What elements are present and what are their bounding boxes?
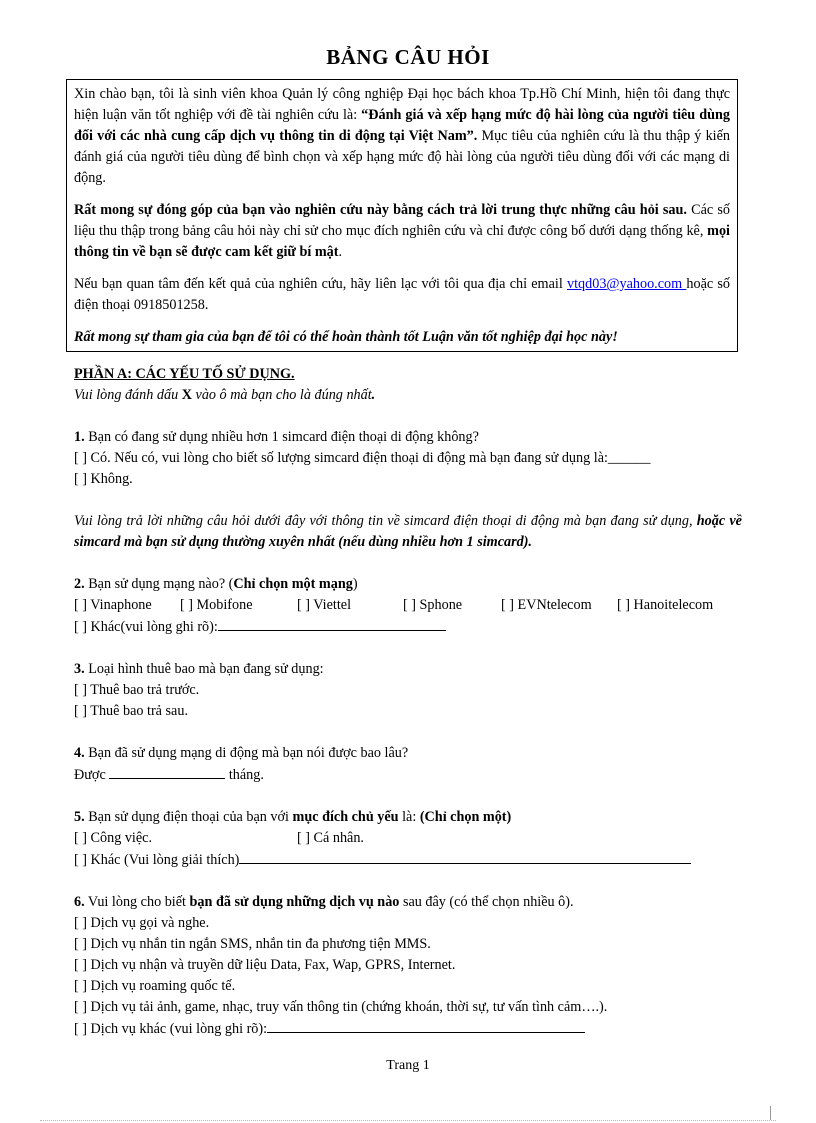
answer-prefix: Được	[74, 767, 110, 783]
option-mobifone[interactable]: [ ] Mobifone	[180, 597, 253, 613]
option-vinaphone[interactable]: [ ] Vinaphone	[74, 597, 152, 613]
question-label: Loại hình thuê bao mà bạn đang sử dụng:	[84, 661, 324, 677]
question-3-text	[74, 659, 742, 680]
intro-text: Mục tiêu của nghiên cứu là thu thập ý kiến đánh giá của người tiêu dùng để bình chọn và xếp hạng mức độ hài lòng của người tiêu dùng đối với các mạng di động.	[74, 128, 730, 186]
instruction-text: Vui lòng đánh dấu	[74, 387, 182, 403]
question-emphasis: Chỉ chọn một mạng	[233, 576, 353, 592]
intro-text: Các số liệu thu thập trong bảng câu hỏi này chỉ sử cho mục đích nghiên cứu và chỉ được công bố dưới dạng thống kê,	[74, 202, 730, 239]
intro-closing: Rất mong sự tham gia của bạn để tôi có thể hoàn thành tốt Luận văn tốt nghiệp đại học này!	[74, 329, 618, 345]
option-sphone[interactable]: [ ] Sphone	[403, 597, 463, 613]
option-personal[interactable]: [ ] Cá nhân.	[297, 830, 364, 846]
section-a-instruction	[74, 385, 742, 406]
phone-text: hoặc số điện thoại 0918501258.	[74, 276, 730, 313]
question-3-option-postpaid[interactable]: [ ] Thuê bao trả sau.	[74, 703, 188, 719]
option-voice[interactable]: [ ] Dịch vụ gọi và nghe.	[74, 915, 210, 931]
intro-paragraph-1	[74, 84, 730, 189]
page-corner-mark	[770, 1106, 771, 1120]
intro-text: Xin chào bạn, tôi là sinh viên khoa Quản lý công nghiệp Đại học bách khoa Tp.Hồ Chí Minh, hiện tôi đang thực hiện luận văn tốt nghiệp với đề tài nghiên cứu là:	[74, 86, 730, 123]
question-6-text	[74, 892, 742, 913]
question-5	[74, 807, 742, 871]
note-text: Vui lòng trả lời những câu hỏi dưới đây với thông tin về simcard điện thoại di động mà bạn đang sử dụng,	[74, 513, 697, 529]
question-label: Bạn đã sử dụng mạng di động mà bạn nói được bao lâu?	[84, 745, 409, 761]
intro-box	[66, 79, 738, 352]
question-4-text	[74, 743, 742, 764]
question-5-other[interactable]	[74, 849, 742, 871]
question-label: Vui lòng cho biết	[84, 894, 190, 910]
question-1-option-yes[interactable]: [ ] Có. Nếu có, vui lòng cho biết số lượng simcard điện thoại di động mà bạn đang sử dụng là:______	[74, 450, 651, 466]
question-label: Bạn có đang sử dụng nhiều hơn 1 simcard điện thoại di động không?	[84, 429, 479, 445]
answer-blank[interactable]	[218, 616, 446, 631]
answer-suffix: tháng.	[225, 767, 264, 783]
intro-text: Nếu bạn quan tâm đến kết quả của nghiên cứu, hãy liên lạc với tôi qua địa chỉ email	[74, 276, 568, 292]
question-emphasis: (Chỉ chọn một)	[419, 809, 512, 825]
option-hanoitelecom[interactable]: [ ] Hanoitelecom	[617, 597, 714, 613]
question-2	[74, 574, 742, 638]
question-label: Bạn sử dụng mạng nào? (	[84, 576, 234, 592]
question-2-text	[74, 574, 742, 595]
instruction-note	[74, 511, 742, 553]
email-link[interactable]: vtqd03@yahoo.com	[567, 276, 687, 292]
question-4	[74, 743, 742, 786]
question-number: 2.	[74, 576, 85, 592]
question-2-options	[74, 595, 742, 616]
privacy-commitment: mọi thông tin về bạn sẽ được cam kết giữ bí mật	[74, 223, 730, 260]
question-label: sau đây (có thể chọn nhiều ô).	[399, 894, 574, 910]
option-viettel[interactable]: [ ] Viettel	[297, 597, 352, 613]
question-number: 4.	[74, 745, 85, 761]
question-3	[74, 659, 742, 722]
question-emphasis: bạn đã sử dụng những dịch vụ nào	[189, 894, 400, 910]
question-number: 5.	[74, 809, 85, 825]
question-number: 1.	[74, 429, 85, 445]
question-6	[74, 892, 742, 1040]
option-roaming[interactable]: [ ] Dịch vụ roaming quốc tế.	[74, 978, 236, 994]
question-1-option-no[interactable]: [ ] Không.	[74, 471, 133, 487]
intro-request: Rất mong sự đóng góp của bạn vào nghiên cứu này bằng cách trả lời trung thực những câu hỏi sau.	[74, 202, 687, 218]
option-work[interactable]: [ ] Công việc.	[74, 830, 153, 846]
option-sms-mms[interactable]: [ ] Dịch vụ nhắn tin ngắn SMS, nhắn tin đa phương tiện MMS.	[74, 936, 431, 952]
section-a-title: PHẦN A: CÁC YẾU TỐ SỬ DỤNG.	[74, 366, 295, 382]
question-label: Bạn sử dụng điện thoại của bạn với	[84, 809, 293, 825]
thesis-title: “Đánh giá và xếp hạng mức độ hài lòng của người tiêu dùng đối với các nhà cung cấp dịch vụ thông tin di động tại Việt Nam”.	[74, 107, 730, 144]
question-label: là:	[398, 809, 420, 825]
question-4-answer	[74, 764, 742, 786]
instruction-mark: X	[181, 387, 192, 403]
option-evntelecom[interactable]: [ ] EVNtelecom	[501, 597, 592, 613]
question-emphasis: mục đích chủ yếu	[292, 809, 399, 825]
months-blank[interactable]	[109, 764, 225, 779]
question-5-text	[74, 807, 742, 828]
page-title: BẢNG CÂU HỎI	[326, 45, 490, 69]
question-1	[74, 427, 742, 490]
instruction-text: vào ô mà bạn cho là đúng nhất	[191, 387, 372, 403]
question-label: )	[352, 576, 358, 592]
intro-paragraph-3	[74, 274, 730, 316]
option-downloads[interactable]: [ ] Dịch vụ tải ảnh, game, nhạc, truy vấn thông tin (chứng khoán, thời sự, tư vấn tình cảm….).	[74, 999, 608, 1015]
intro-text: .	[338, 244, 343, 260]
document-page	[74, 42, 742, 1040]
intro-paragraph-2	[74, 200, 730, 263]
page-edge-divider	[40, 1120, 776, 1121]
other-label: [ ] Khác (Vui lòng giải thích)	[74, 852, 240, 868]
question-3-option-prepaid[interactable]: [ ] Thuê bao trả trước.	[74, 682, 200, 698]
question-5-options	[74, 828, 742, 849]
note-emphasis: hoặc về simcard mà bạn sử dụng thường xuyên nhất (nếu dùng nhiều hơn 1 simcard).	[74, 513, 742, 550]
question-2-other[interactable]	[74, 616, 742, 638]
page-number: Trang 1	[386, 1058, 430, 1073]
instruction-text: .	[371, 387, 376, 403]
option-data[interactable]: [ ] Dịch vụ nhận và truyền dữ liệu Data, Fax, Wap, GPRS, Internet.	[74, 957, 456, 973]
question-1-text	[74, 427, 742, 448]
question-number: 6.	[74, 894, 85, 910]
question-number: 3.	[74, 661, 85, 677]
answer-blank[interactable]	[267, 1018, 585, 1033]
answer-blank[interactable]	[239, 849, 691, 864]
question-6-other[interactable]	[74, 1018, 742, 1040]
other-label: [ ] Khác(vui lòng ghi rõ):	[74, 619, 218, 635]
other-label: [ ] Dịch vụ khác (vui lòng ghi rõ):	[74, 1021, 268, 1037]
